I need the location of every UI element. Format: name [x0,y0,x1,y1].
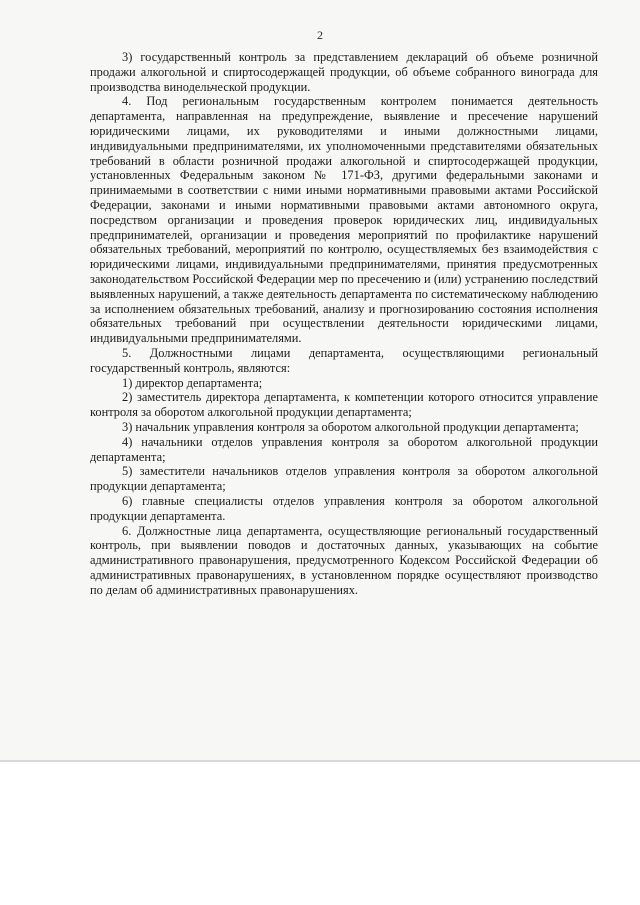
list-item-deputy-heads: 5) заместители начальников отделов управления контроля за оборотом алкогольной продукции департамента; [90,464,598,494]
list-item-director: 1) директор департамента; [122,375,263,390]
list-item-deputy-director: 2) заместитель директора департамента, к компетенции которого относится управление контроля за оборотом алкогольной продукции департамента; [90,390,598,420]
list-item-chief-specialists: 6) главные специалисты отделов управления контроля за оборотом алкогольной продукции департамента. [90,493,598,523]
page-number: 2 [317,28,323,42]
paragraph-5-officials: 5. Должностными лицами департамента, осуществляющими региональный государственный контроль, являются: [90,345,598,375]
paragraph-6-proceedings: 6. Должностные лица департамента, осуществляющие региональный государственный контроль, при выявлении поводов и достаточных данных, указывающих на событие административного правонарушения, предусмотренного Кодексом Российской Федерации об административных правонарушениях, в установленном порядке осуществляют производство по делам об административных правонарушениях. [90,523,598,597]
paragraph-4-definition: 4. Под региональным государственным контролем понимается деятельность департамента, направленная на предупреждение, выявление и пресечение нарушений юридическими лицами, их руководителями и иными должностными лицами, индивидуальными предпринимателями, их уполномоченными представителями обязательных требований в области розничной продажи алкогольной и спиртосодержащей продукции, установленных Федеральным законом № 171-ФЗ, другими федеральными законами и принимаемыми в соответствии с ними иными нормативными правовыми актами Российской Федерации, законами и иными нормативными правовыми актами автономного округа, посредством организации и проведения проверок юридических лиц, индивидуальных предпринимателей, организации и проведения мероприятий по профилактике нарушений обязательных требований, мероприятий по контролю, осуществляемых без взаимодействия с юридическими лицами, индивидуальными предпринимателями, принятия предусмотренных законодательством Российской Федерации мер по пресечению и (или) устранению последствий выявленных нарушений, а также деятельность департамента по систематическому наблюдению за исполнением обязательных требований, анализу и прогнозированию состояния исполнения обязательных требований при осуществлении деятельности юридическими лицами, индивидуальными предпринимателями. [90,94,598,346]
paragraph-3-item: 3) государственный контроль за представлением деклараций об объеме розничной продажи алкогольной и спиртосодержащей продукции, об объеме собранного винограда для производства винодельческой продукции. [90,50,598,94]
list-item-heads-of-divisions: 4) начальники отделов управления контроля за оборотом алкогольной продукции департамента; [90,434,598,464]
list-item-head-of-department: 3) начальник управления контроля за оборотом алкогольной продукции департамента; [122,419,579,434]
document-body [90,50,598,597]
